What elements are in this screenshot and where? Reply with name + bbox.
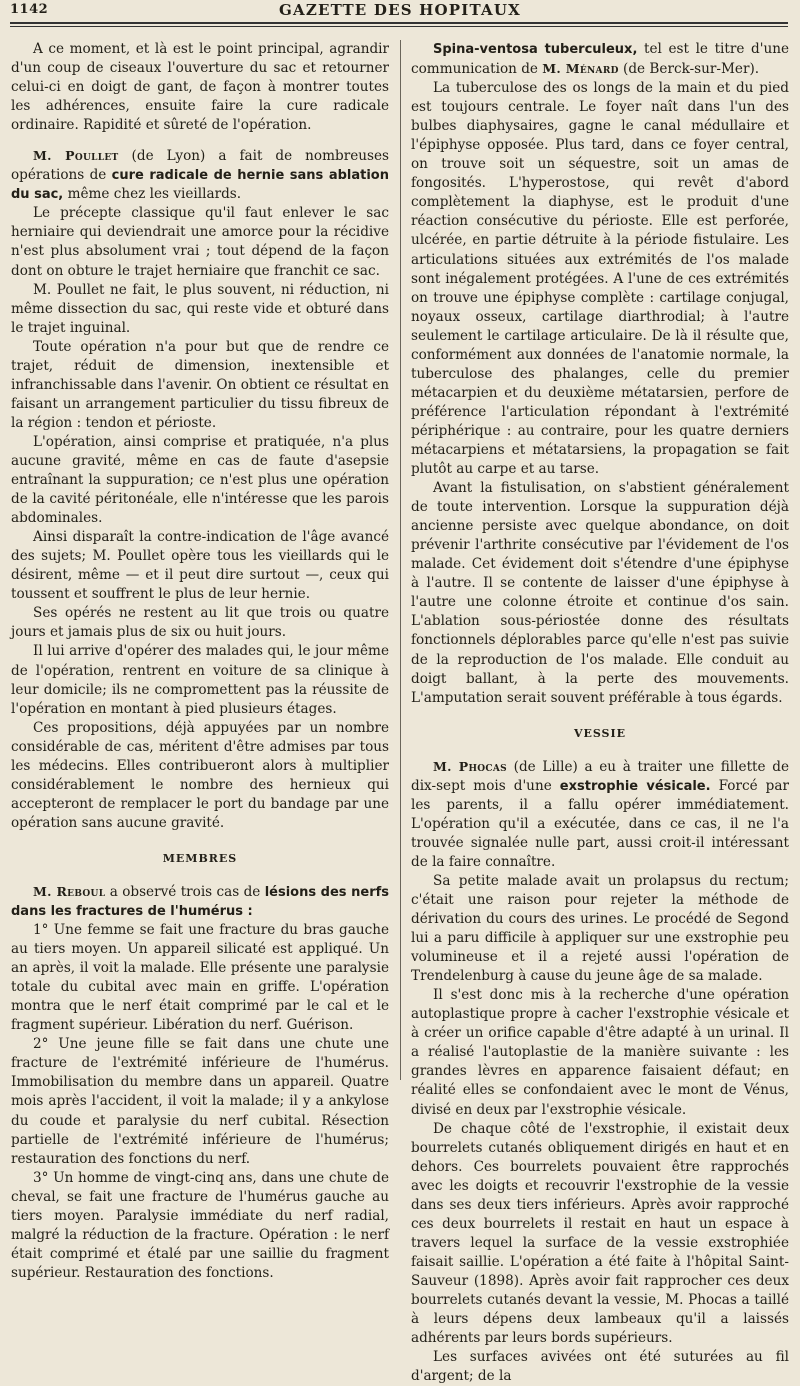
paragraph: 1° Une femme se fait une fracture du bras gauche au tiers moyen. Un appareil silicaté est appliqué. Un an après, il voit la malade. Elle présente une paralysie totale du cubital avec main en griffe. L'opération montra que le nerf était comprimé par le cal et le fragment supérieur. Libération du nerf. Guérison. (11, 922, 389, 1034)
paragraph (411, 757, 789, 872)
text-run: même chez les vieillards. (63, 186, 242, 203)
text-run: (de Berck-sur-Mer). (618, 61, 760, 78)
section-heading-vessie: VESSIE (573, 726, 627, 740)
paragraph: Il s'est donc mis à la recherche d'une opération autoplastique propre à cacher l'exstrophie vésicale et à créer un orifice capable d'être adapté à un urinal. Il a réalisé l'autoplastie de la manière suivante : les grandes lèvres en apparence faisaient défaut; en réalité elles se confondaient avec le mont de Vénus, divisé en deux par l'exstrophie vésicale. (411, 987, 789, 1118)
text-run: tel est le titre d'une communication de (411, 41, 789, 78)
paragraph (11, 882, 389, 921)
author-name: M. Poullet (33, 148, 119, 164)
topic-title: lésions des nerfs dans les fractures de l'humérus : (11, 884, 389, 920)
header-rule (10, 22, 788, 24)
paragraph: Ces propositions, déjà appuyées par un nombre considérable de cas, méritent d'être admises par tous les médecins. Elles contribueront alors à multiplier considérablement le nombre des hernieux qui accepteront de remplacer le port du bandage par une opération sans aucune gravité. (11, 719, 389, 831)
author-name: M. Ménard (542, 61, 619, 77)
text-run: (de Lyon) a fait de nombreuses opérations de (11, 148, 390, 184)
paragraph: Ainsi disparaît la contre-indication de l'âge avancé des sujets; M. Poullet opère tous les vieillards qui le désirent, même — et il peut dire surtout —, ceux qui toussent et souffrent le plus de leur hernie. (11, 529, 389, 603)
right-column (411, 40, 789, 1386)
paragraph: Ses opérés ne restent au lit que trois ou quatre jours et jamais plus de six ou huit jours. (11, 605, 389, 641)
page-number: 1142 (10, 2, 49, 17)
text-run: Forcé par les parents, il a fallu opérer immédiatement. L'opération qu'il a exécutée, dans ce cas, il ne l'a trouvée signalée nulle part, aussi croit-il intéressant de la faire connaître. (411, 777, 789, 870)
running-head: GAZETTE DES HOPITAUX (278, 1, 521, 19)
paragraph: Il lui arrive d'opérer des malades qui, le jour même de l'opération, rentrent en voiture de sa clinique à leur domicile; ils ne compromettent pas la réussite de l'opération en montant à pied plusieurs étages. (11, 643, 389, 717)
paragraph: A ce moment, et là est le point principal, agrandir d'un coup de ciseaux l'ouverture du sac et retourner celui-ci en doigt de gant, de façon à montrer toutes les adhérences, ensuite faire la cure radicale ordinaire. Rapidité et sûreté de l'opération. (11, 41, 389, 134)
paragraph: La tuberculose des os longs de la main et du pied est toujours centrale. Le foyer naît dans l'un des bulbes diaphysaires, gagne le canal médullaire et l'épiphyse opposée. Plus tard, dans ce foyer central, on trouve soit un séquestre, soit un amas de fongosités. L'hyperostose, qui revêt d'abord complètement la diaphyse, est le produit d'une réaction consécutive du périoste. Elle est perforée, ulcérée, en partie détruite à la période fistulaire. Les articulations situées aux extrémités de l'os malade sont inégalement protégées. A l'une de ces extrémités on trouve une épiphyse complète : cartilage conjugal, noyaux osseux, cartilage diarthrodial; à l'autre seulement le cartilage articulaire. De là il résulte que, conformément aux données de l'anatomie normale, la tuberculose des phalanges, celle du premier métacarpien et du deuxième métatarsien, perfore de préférence l'articulation répondant à l'extrémité périphérique : au contraire, pour les quatre derniers métacarpiens et métatarsiens, la propagation se fait plutôt au carpe et au tarse. (411, 80, 789, 478)
paragraph: 2° Une jeune fille se fait dans une chute une fracture de l'extrémité inférieure de l'humérus. Immobilisation du membre dans un appareil. Quatre mois après l'accident, il voit la malade; il y a ankylose du coude et paralysie du nerf cubital. Résection partielle de l'extrémité inférieure de l'humérus; restauration des fonctions du nerf. (11, 1036, 389, 1167)
author-name: M. Phocas (433, 758, 507, 774)
topic-title: exstrophie vésicale. (559, 778, 711, 794)
paragraph: Le précepte classique qu'il faut enlever le sac herniaire qui deviendrait une amorce pour la récidive n'est plus absolument vrai ; tout dépend de la façon dont on obture le trajet herniaire que franchit ce sac. (11, 205, 389, 279)
paragraph (11, 146, 389, 204)
topic-title: Spina-ventosa tuberculeux, (433, 42, 638, 57)
paragraph: Toute opération n'a pour but que de rendre ce trajet, réduit de dimension, inextensible et infranchissable dans l'avenir. On obtient ce résultat en faisant un arrangement particulier du tissu fibreux de la région : tendon et périoste. (11, 338, 389, 431)
paragraph: Avant la fistulisation, on s'abstient généralement de toute intervention. Lorsque la suppuration déjà ancienne persiste avec quelque abondance, on doit prévenir l'arthrite consécutive par l'évidement de l'os malade. Cet évidement doit s'étendre d'une épiphyse à l'autre. Il se contente de laisser d'une épiphyse à l'autre une colonne étroite et continue d'os sain. L'ablation sous-périostée donne des résultats fonctionnels déplorables parce qu'elle n'est pas suivie de la reproduction de l'os malade. Elle conduit au doigt ballant, à la perte des mouvements. L'amputation serait souvent préférable à tous égards. (411, 480, 789, 706)
column-divider (400, 40, 401, 1080)
paragraph: L'opération, ainsi comprise et pratiquée, n'a plus aucune gravité, même en cas de faute d'asepsie entraînant la suppuration; ce n'est plus une opération de la cavité péritonéale, elle n'intéresse que les parois abdominales. (11, 433, 389, 527)
paragraph: M. Poullet ne fait, le plus souvent, ni réduction, ni même dissection du sac, qui reste vide et obturé dans le trajet inguinal. (11, 281, 389, 336)
paragraph: Les surfaces avivées ont été suturées au fil d'argent; de la (411, 1349, 789, 1385)
paragraph: De chaque côté de l'exstrophie, il existait deux bourrelets cutanés obliquement dirigés en haut et en dehors. Ces bourrelets pouvaient être rapprochés avec les doigts et recouvrir l'exstrophie de la vessie dans ses deux tiers inférieurs. Après avoir rapproché ces deux bourrelets il restait en haut un espace à travers lequel la surface de la vessie exstrophiée faisait saillie. L'opération a été faite à l'hôpital Saint-Sauveur (1898). Après avoir fait rapprocher ces deux bourrelets cutanés devant la vessie, M. Phocas a taillé à leurs dépens deux lambeaux qu'il a laissés adhérents par leurs bords supérieurs. (411, 1120, 789, 1347)
header-rule-thin (10, 26, 788, 27)
left-column (11, 40, 389, 1283)
topic-title: cure radicale de hernie sans ablation du sac, (11, 168, 389, 203)
text-run: (de Lille) a eu à traiter une fillette de dix-sept mois d'une (411, 758, 789, 794)
text-run: a observé trois cas de (105, 883, 265, 900)
paragraph: 3° Un homme de vingt-cinq ans, dans une chute de cheval, se fait une fracture de l'humérus gauche au tiers moyen. Paralysie immédiate du nerf radial, malgré la réduction de la fracture. Opération : le nerf était comprimé et étalé par une saillie du fragment supérieur. Restauration des fonctions. (11, 1169, 389, 1281)
paragraph: Sa petite malade avait un prolapsus du rectum; c'était une raison pour rejeter la méthode de dérivation du cours des urines. Le procédé de Segond lui a paru difficile à appliquer sur une exstrophie peu volumineuse et il a rejeté aussi l'opération de Trendelenburg à cause du jeune âge de sa malade. (411, 872, 789, 985)
author-name: M. Reboul (33, 883, 106, 899)
section-heading-membres: MEMBRES (162, 851, 238, 865)
paragraph (411, 40, 789, 79)
